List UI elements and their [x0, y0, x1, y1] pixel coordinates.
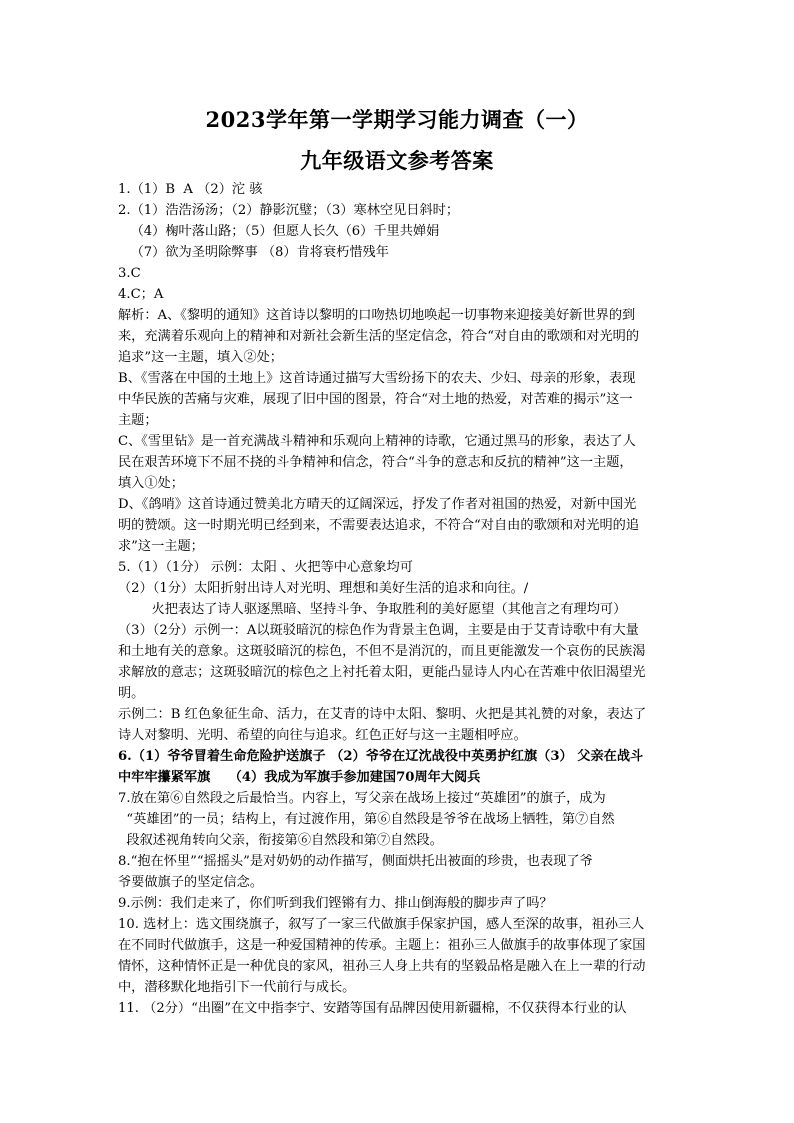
answer-line: 求”这一主题； [118, 539, 204, 554]
answer-line: 求解放的意志；这斑驳暗沉的棕色之上衬托着太阳，更能凸显诗人内心在苦难中依旧渴望光 [118, 665, 646, 680]
answer-line: 主题； [118, 413, 158, 428]
document-title: 2023学年第一学期学习能力调查（一） [205, 107, 589, 132]
answer-line: 和土地有关的意象。这斑驳暗沉的棕色，不但不是消沉的，而且更能激发一个哀伤的民族渴 [118, 644, 646, 659]
answer-line: 诗人对黎明、光明、希望的向往与追求。红色正好与这一主题相呼应。 [118, 728, 527, 743]
answer-line: 情怀，这种情怀正是一种优良的家风，祖孙三人身上共有的坚毅品格是融入在上一辈的行动 [118, 959, 646, 974]
answer-line: 火把表达了诗人驱逐黑暗、坚持斗争、争取胜利的美好愿望（其他言之有理均可） [118, 602, 627, 617]
answer-line: C、《雪里钻》是一首充满战斗精神和乐观向上精神的诗歌，它通过黑马的形象，表达了人 [118, 434, 636, 449]
answer-line: 11. （2分）“出圈”在文中指李宁、安踏等国有品牌因使用新疆棉，不仅获得本行业的认 [118, 1001, 627, 1016]
document-subtitle: 九年级语文参考答案 [300, 148, 494, 173]
answer-line: 明。 [118, 686, 145, 701]
answer-line: 中牢牢攥紧军旗 （4）我成为军旗手参加建国70周年大阅兵 [118, 770, 481, 785]
answer-line: 来，充满着乐观向上的精神和对新社会新生活的坚定信念，符合“对自由的歌颂和对光明的 [118, 329, 640, 344]
answer-line: （2）（1分）太阳折射出诗人对光明、理想和美好生活的追求和向往。/ [118, 581, 529, 596]
answer-line: B、《雪落在中国的土地上》这首诗通过描写大雪纷扬下的农夫、少妇、母亲的形象，表现 [118, 371, 636, 386]
answer-line: 8.“抱在怀里”“摇摇头”是对奶奶的动作描写，侧面烘托出被面的珍贵，也表现了爷 [118, 854, 593, 869]
answer-line: 民在艰苦环境下不屈不挠的斗争精神和信念，符合“斗争的意志和反抗的精神”这一主题， [118, 455, 633, 470]
answer-line: “英雄团”的一员；结构上，有过渡作用，第⑥自然段是爷爷在战场上牺牲，第⑦自然 [118, 812, 615, 827]
answer-line: 5.（1）（1分） 示例：太阳 、火把等中心意象均可 [118, 560, 413, 575]
answer-line: （7）欲为圣明除弊事 （8）肯将衰朽惜残年 [118, 245, 389, 260]
answer-line: 填入①处； [118, 476, 184, 491]
answer-line: 7.放在第⑥自然段之后最恰当。内容上，写父亲在战场上接过“英雄团”的旗子，成为 [118, 791, 606, 806]
answer-line: 示例二：B 红色象征生命、活力，在艾青的诗中太阳、黎明、火把是其礼赞的对象，表达了 [118, 707, 647, 722]
answer-line: 2.（1）浩浩汤汤；（2）静影沉璧；（3）寒林空见日斜时； [118, 203, 460, 218]
answer-line: 段叙述视角转向父亲，衔接第⑥自然段和第⑦自然段。 [118, 833, 443, 848]
answer-line: 解析：A、《黎明的通知》这首诗以黎明的口吻热切地唤起一切事物来迎接美好新世界的到 [118, 308, 636, 323]
answer-line: 追求”这一主题，填入②处； [118, 350, 283, 365]
answer-line: 1.（1）B A （2）沱 骇 [118, 182, 263, 197]
answer-line: 3.C [118, 266, 141, 281]
answer-line: 在不同时代做旗手，这是一种爱国精神的传承。主题上：祖孙三人做旗手的故事体现了家国 [118, 938, 646, 953]
answer-line: （3）（2分）示例一：A以斑驳暗沉的棕色作为背景主色调，主要是由于艾青诗歌中有大量 [118, 623, 639, 638]
answer-line: 爷要做旗子的坚定信念。 [118, 875, 264, 890]
answer-line: 4.C；A [118, 287, 164, 302]
answer-line: （4）椈叶落山路；（5）但愿人长久（6）千里共婵娟 [118, 224, 440, 239]
answer-line: 9.示例：我们走来了，你们听到我们铿锵有力、排山倒海般的脚步声了吗？ [118, 896, 553, 911]
answer-line: 10. 选材上：选文围绕旗子，叙写了一家三代做旗手保家护国，感人至深的故事，祖孙三人 [118, 917, 645, 932]
answer-line: 6.（1）爷爷冒着生命危险护送旗子 （2）爷爷在辽沈战役中英勇护红旗（3） 父亲在战斗 [118, 749, 644, 764]
answer-line: 中华民族的苦痛与灾难，展现了旧中国的图景，符合“对土地的热爱，对苦难的揭示”这一 [118, 392, 633, 407]
answer-line: 明的赞颂。这一时期光明已经到来，不需要表达追求，不符合“对自由的歌颂和对光明的追 [118, 518, 640, 533]
answer-line: D、《鸽哨》这首诗通过赞美北方晴天的辽阔深远，抒发了作者对祖国的热爱，对新中国光 [118, 497, 637, 512]
answer-line: 中，潜移默化地指引下一代前行与成长。 [118, 980, 356, 995]
